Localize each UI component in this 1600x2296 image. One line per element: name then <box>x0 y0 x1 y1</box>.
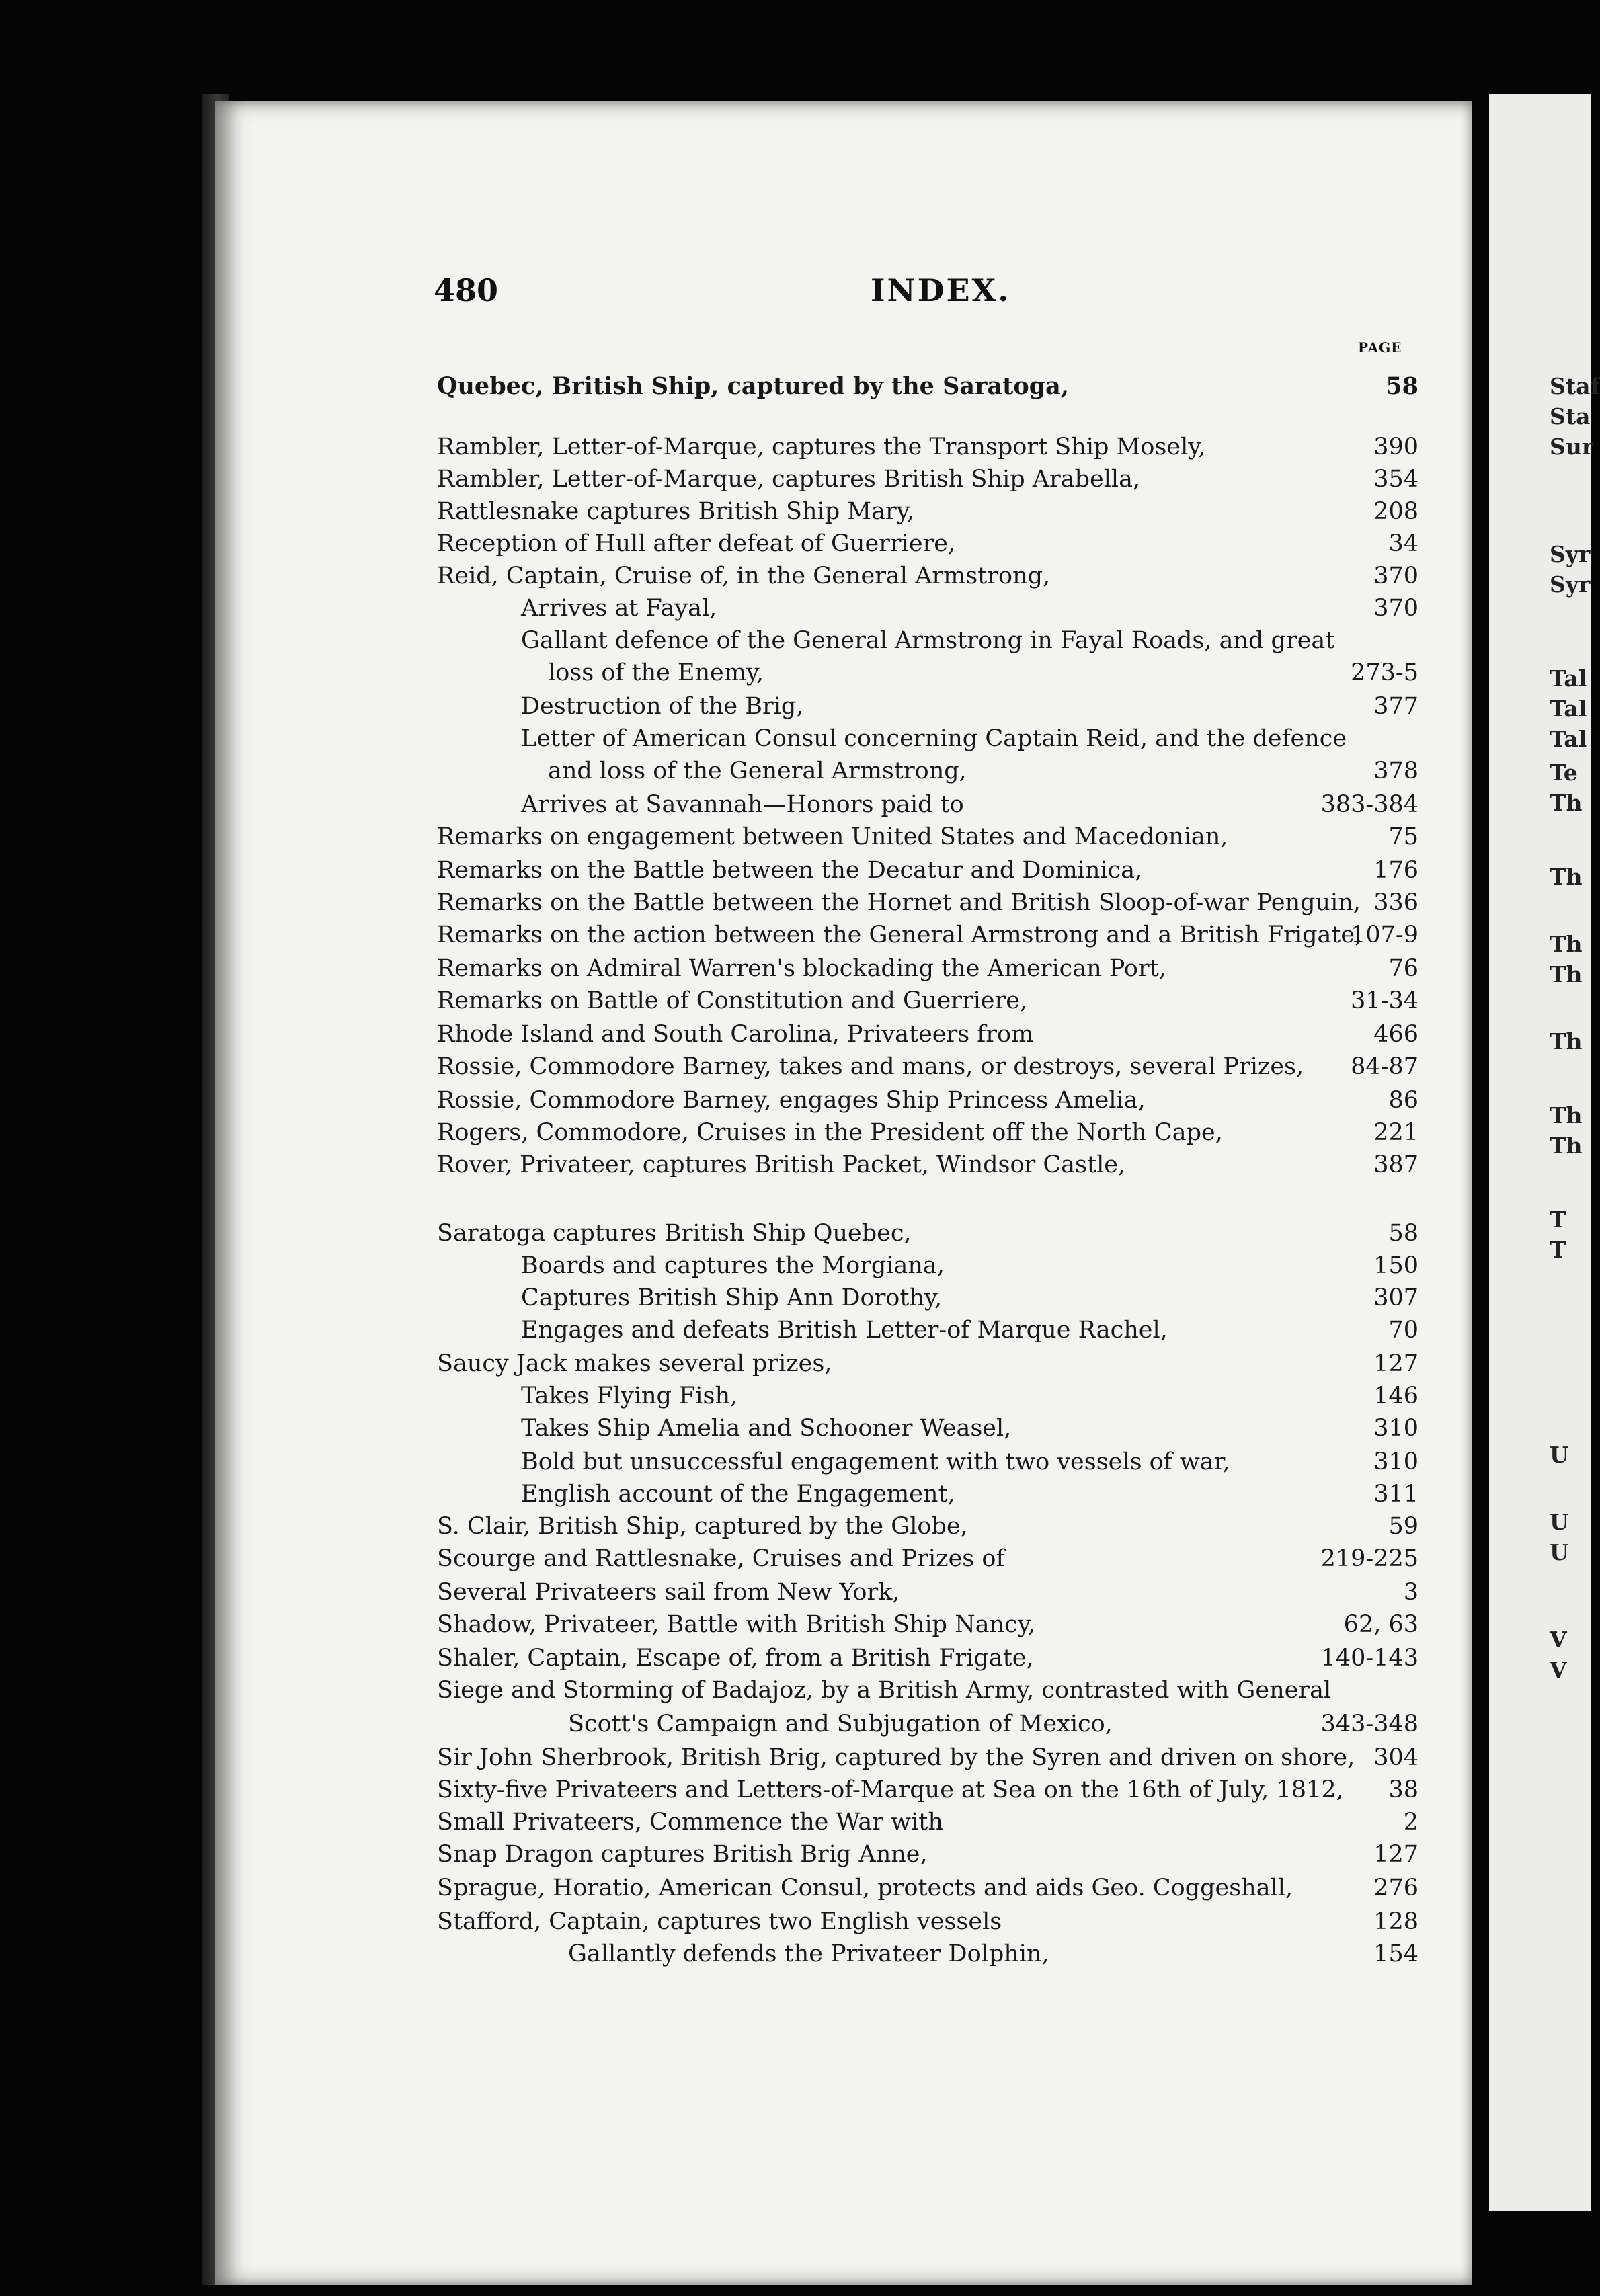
index-entry <box>437 559 1418 593</box>
entry-text: Siege and Storming of Badajoz, by a British Army, contrasted with General <box>437 1677 1332 1704</box>
index-entry <box>548 754 1418 788</box>
index-entry <box>437 462 1418 496</box>
entry-text: Stafford, Captain, captures two English vessels <box>437 1908 1002 1935</box>
index-entry <box>437 1773 1418 1807</box>
entry-text: Remarks on the Battle between the Hornet and British Sloop-of-war Penguin, <box>437 889 1361 916</box>
index-entry <box>437 1641 1418 1675</box>
entry-text: Engages and defeats British Letter-of Marque Rachel, <box>521 1317 1168 1344</box>
facing-page-fragment: Staf <box>1550 373 1600 399</box>
facing-page-fragment: U <box>1550 1509 1569 1535</box>
entry-page: 370 <box>1373 595 1418 622</box>
entry-text: Remarks on Admiral Warren's blockading the American Port, <box>437 955 1166 982</box>
facing-page-fragment: Sur <box>1550 434 1594 460</box>
facing-page-fragment: Th <box>1550 790 1583 816</box>
entry-text: Captures British Ship Ann Dorothy, <box>521 1284 943 1311</box>
index-entry <box>437 430 1418 464</box>
entry-page: 310 <box>1373 1415 1418 1442</box>
entry-page: 70 <box>1388 1317 1418 1344</box>
index-entry <box>437 495 1418 528</box>
index-entry <box>521 1477 1418 1511</box>
entry-page: 150 <box>1373 1252 1418 1279</box>
entry-text: Letter of American Consul concerning Captain Reid, and the defence <box>521 725 1347 752</box>
index-entry <box>437 854 1418 887</box>
entry-text: Rhode Island and South Carolina, Privateers from <box>437 1021 1034 1048</box>
facing-page-fragment: V <box>1550 1657 1567 1683</box>
entry-text: Shadow, Privateer, Battle with British Ship Nancy, <box>437 1611 1035 1638</box>
index-entry <box>568 1937 1418 1971</box>
entry-text: Rogers, Commodore, Cruises in the President off the North Cape, <box>437 1119 1223 1146</box>
index-entry <box>521 1249 1418 1282</box>
entry-page: 343-348 <box>1320 1711 1418 1737</box>
index-entry <box>437 1608 1418 1641</box>
index-entry <box>521 722 1418 755</box>
index-entry <box>521 1445 1418 1479</box>
entry-text: English account of the Engagement, <box>521 1481 955 1508</box>
index-entry <box>548 656 1418 690</box>
index-entry <box>437 1871 1418 1905</box>
index-entry <box>437 1575 1418 1609</box>
entry-page: 378 <box>1373 757 1418 784</box>
index-entry <box>437 918 1418 952</box>
entry-page: 311 <box>1373 1481 1418 1508</box>
index-entry <box>437 1083 1418 1117</box>
entry-page: 107-9 <box>1351 921 1418 948</box>
entry-page: 307 <box>1373 1284 1418 1311</box>
entry-page: 370 <box>1373 563 1418 589</box>
entry-text: Rambler, Letter-of-Marque, captures the Transport Ship Mosely, <box>437 434 1206 460</box>
index-entry <box>521 624 1418 657</box>
index-entry <box>437 1741 1418 1774</box>
entry-text: Sprague, Horatio, American Consul, protects and aids Geo. Coggeshall, <box>437 1875 1293 1901</box>
entry-text: Reid, Captain, Cruise of, in the General Armstrong, <box>437 563 1051 589</box>
entry-text: loss of the Enemy, <box>548 659 764 686</box>
facing-page-fragment: Th <box>1550 864 1583 890</box>
entry-text: Takes Flying Fish, <box>521 1383 738 1409</box>
entry-text: Scourge and Rattlesnake, Cruises and Prizes of <box>437 1545 1005 1572</box>
entry-page: 276 <box>1373 1875 1418 1901</box>
entry-page: 62, 63 <box>1343 1611 1418 1638</box>
entry-page: 128 <box>1373 1908 1418 1935</box>
facing-page-fragment: T <box>1550 1206 1566 1233</box>
entry-page: 221 <box>1373 1119 1418 1146</box>
entry-text: Remarks on the action between the General Armstrong and a British Frigate, <box>437 921 1363 948</box>
entry-page: 2 <box>1403 1809 1418 1836</box>
entry-page: 310 <box>1373 1448 1418 1475</box>
index-entry <box>437 1347 1418 1381</box>
facing-page-fragment: Th <box>1550 931 1583 957</box>
entry-text: Sir John Sherbrook, British Brig, captured by the Syren and driven on shore, <box>437 1744 1355 1771</box>
entry-page: 354 <box>1373 466 1418 493</box>
facing-page-fragment: Th <box>1550 1102 1583 1129</box>
page-column-label: PAGE <box>1358 339 1402 356</box>
facing-page-fragment: Te <box>1550 760 1578 786</box>
index-entry <box>437 1050 1418 1083</box>
entry-text: Remarks on the Battle between the Decatur and Dominica, <box>437 857 1143 884</box>
entry-text: Shaler, Captain, Escape of, from a British Frigate, <box>437 1645 1034 1672</box>
entry-page: 34 <box>1388 530 1418 557</box>
entry-text: Small Privateers, Commence the War with <box>437 1809 943 1836</box>
index-entry <box>437 1510 1418 1543</box>
facing-page-fragment: Syr <box>1550 571 1591 598</box>
facing-page-fragment: Syr <box>1550 541 1591 567</box>
entry-page: 76 <box>1388 955 1418 982</box>
index-entry <box>437 886 1418 919</box>
index-entry <box>437 1542 1418 1575</box>
index-entry <box>521 1379 1418 1413</box>
entry-text: Takes Ship Amelia and Schooner Weasel, <box>521 1415 1012 1442</box>
entry-text: Gallant defence of the General Armstrong in Fayal Roads, and great <box>521 627 1335 654</box>
entry-page: 58 <box>1388 1220 1418 1247</box>
index-entry <box>437 370 1418 403</box>
index-entry <box>437 1116 1418 1149</box>
entry-page: 127 <box>1373 1350 1418 1377</box>
entry-page: 383-384 <box>1320 791 1418 818</box>
entry-text: Sixty-five Privateers and Letters-of-Marque at Sea on the 16th of July, 1812, <box>437 1776 1344 1803</box>
index-entry <box>437 1018 1418 1051</box>
entry-page: 31-34 <box>1351 987 1418 1014</box>
entry-text: Rossie, Commodore Barney, engages Ship Princess Amelia, <box>437 1087 1146 1114</box>
index-entry <box>521 1313 1418 1347</box>
entry-text: Remarks on Battle of Constitution and Guerriere, <box>437 987 1028 1014</box>
entry-text: Gallantly defends the Privateer Dolphin, <box>568 1940 1049 1967</box>
entry-page: 208 <box>1373 498 1418 525</box>
facing-page-fragment: V <box>1550 1627 1567 1653</box>
entry-text: Scott's Campaign and Subjugation of Mexico, <box>568 1711 1113 1737</box>
entry-page: 377 <box>1373 693 1418 720</box>
entry-text: Rattlesnake captures British Ship Mary, <box>437 498 914 525</box>
entry-page: 387 <box>1373 1151 1418 1178</box>
facing-page-fragment: Tal <box>1550 696 1587 722</box>
index-entry <box>521 1411 1418 1445</box>
index-entry <box>521 788 1418 821</box>
facing-page-fragment: Tal <box>1550 665 1587 692</box>
index-entry <box>437 984 1418 1018</box>
entry-page: 59 <box>1388 1513 1418 1540</box>
index-entry <box>437 1805 1418 1839</box>
entry-page: 58 <box>1386 372 1418 400</box>
index-entry <box>521 690 1418 723</box>
entry-page: 336 <box>1373 889 1418 916</box>
facing-page-fragment: Sta <box>1550 403 1591 429</box>
entry-page: 84-87 <box>1351 1053 1418 1080</box>
index-entry <box>437 1905 1418 1938</box>
entry-page: 127 <box>1373 1841 1418 1868</box>
index-entry <box>521 591 1418 625</box>
entry-text: Arrives at Fayal, <box>521 595 717 622</box>
entry-page: 154 <box>1373 1940 1418 1967</box>
index-entry <box>437 820 1418 854</box>
index-entry <box>437 1838 1418 1871</box>
entry-page: 273-5 <box>1351 659 1418 686</box>
entry-text: Boards and captures the Morgiana, <box>521 1252 945 1279</box>
entry-text: Quebec, British Ship, captured by the Saratoga, <box>437 372 1070 400</box>
entry-text: Snap Dragon captures British Brig Anne, <box>437 1841 928 1868</box>
index-entry <box>437 527 1418 561</box>
page-number: 480 <box>434 272 499 309</box>
index-entry <box>437 1674 1418 1707</box>
entry-text: and loss of the General Armstrong, <box>548 757 967 784</box>
facing-page-fragment: U <box>1550 1539 1569 1565</box>
facing-page-fragment: Th <box>1550 1133 1583 1159</box>
entry-text: Destruction of the Brig, <box>521 693 804 720</box>
facing-page-fragment: U <box>1550 1442 1569 1468</box>
entry-page: 86 <box>1388 1087 1418 1114</box>
entry-page: 176 <box>1373 857 1418 884</box>
entry-text: Rover, Privateer, captures British Packet, Windsor Castle, <box>437 1151 1126 1178</box>
index-entry <box>437 952 1418 985</box>
entry-text: Rambler, Letter-of-Marque, captures British Ship Arabella, <box>437 466 1141 493</box>
index-entry <box>437 1148 1418 1182</box>
entry-page: 390 <box>1373 434 1418 460</box>
entry-text: Reception of Hull after defeat of Guerriere, <box>437 530 956 557</box>
page-title: INDEX. <box>871 272 1011 309</box>
entry-page: 3 <box>1403 1579 1418 1606</box>
entry-page: 466 <box>1373 1021 1418 1048</box>
entry-text: Several Privateers sail from New York, <box>437 1579 900 1606</box>
facing-page-fragment: Th <box>1550 1028 1583 1055</box>
index-entry <box>568 1707 1418 1741</box>
entry-page: 75 <box>1388 823 1418 850</box>
facing-page-fragment: T <box>1550 1237 1566 1263</box>
entry-page: 140-143 <box>1320 1645 1418 1672</box>
entry-page: 304 <box>1373 1744 1418 1771</box>
entry-page: 219-225 <box>1320 1545 1418 1572</box>
entry-text: Saratoga captures British Ship Quebec, <box>437 1220 912 1247</box>
index-entry <box>521 1281 1418 1315</box>
entry-text: Bold but unsuccessful engagement with two vessels of war, <box>521 1448 1230 1475</box>
entry-page: 146 <box>1373 1383 1418 1409</box>
entry-page: 38 <box>1388 1776 1418 1803</box>
facing-page-fragment: Tal <box>1550 726 1587 752</box>
entry-text: Saucy Jack makes several prizes, <box>437 1350 832 1377</box>
facing-page-fragment: Th <box>1550 961 1583 987</box>
entry-text: Rossie, Commodore Barney, takes and mans, or destroys, several Prizes, <box>437 1053 1304 1080</box>
entry-text: Arrives at Savannah—Honors paid to <box>521 791 964 818</box>
entry-text: Remarks on engagement between United States and Macedonian, <box>437 823 1228 850</box>
index-entry <box>437 1217 1418 1250</box>
entry-text: S. Clair, British Ship, captured by the Globe, <box>437 1513 968 1540</box>
